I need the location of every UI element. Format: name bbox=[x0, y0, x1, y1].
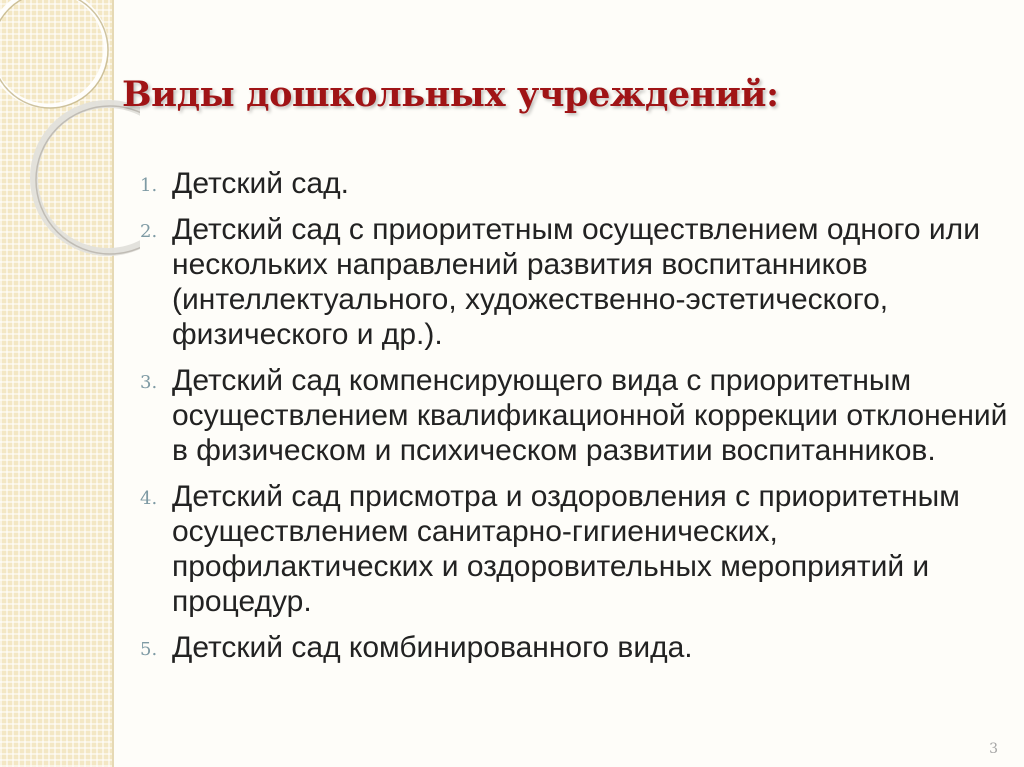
list-item-text: Детский сад присмотра и оздоровления с приоритетным осуществлением санитарно-гигиенических, профилактических и оздоровительных мероприятий и процедур. bbox=[172, 480, 960, 618]
list-item-number: 4. bbox=[140, 488, 158, 509]
decorative-rings bbox=[0, 0, 140, 260]
decorative-ring-top-shadow bbox=[0, 0, 108, 108]
decorative-ring-top bbox=[0, 0, 106, 106]
list-item bbox=[140, 630, 1015, 665]
decorative-ring-bottom bbox=[34, 104, 140, 252]
list-item-text: Детский сад компенсирующего вида с приоритетным осуществлением квалификационной коррекции отклонений в физическом и психическом развитии воспитанников. bbox=[172, 364, 1008, 467]
list-item-text: Детский сад с приоритетным осуществлением одного или нескольких направлений развития воспитанников (интеллектуального, художественно-эстетического, физического и др.). bbox=[172, 213, 980, 351]
list-item bbox=[140, 363, 1015, 468]
list-item bbox=[140, 479, 1015, 619]
page-number: 3 bbox=[989, 741, 998, 757]
list-item bbox=[140, 212, 1015, 352]
list-item-number: 2. bbox=[140, 221, 158, 242]
list-item bbox=[140, 166, 1015, 201]
list-item-number: 3. bbox=[140, 372, 158, 393]
list-item-text: Детский сад комбинированного вида. bbox=[172, 631, 693, 664]
slide-title: Виды дошкольных учреждений: bbox=[122, 74, 779, 115]
list-item-number: 5. bbox=[140, 639, 158, 660]
list-item-number: 1. bbox=[140, 175, 158, 196]
institution-types-list bbox=[140, 166, 1015, 676]
list-item-text: Детский сад. bbox=[172, 167, 349, 200]
